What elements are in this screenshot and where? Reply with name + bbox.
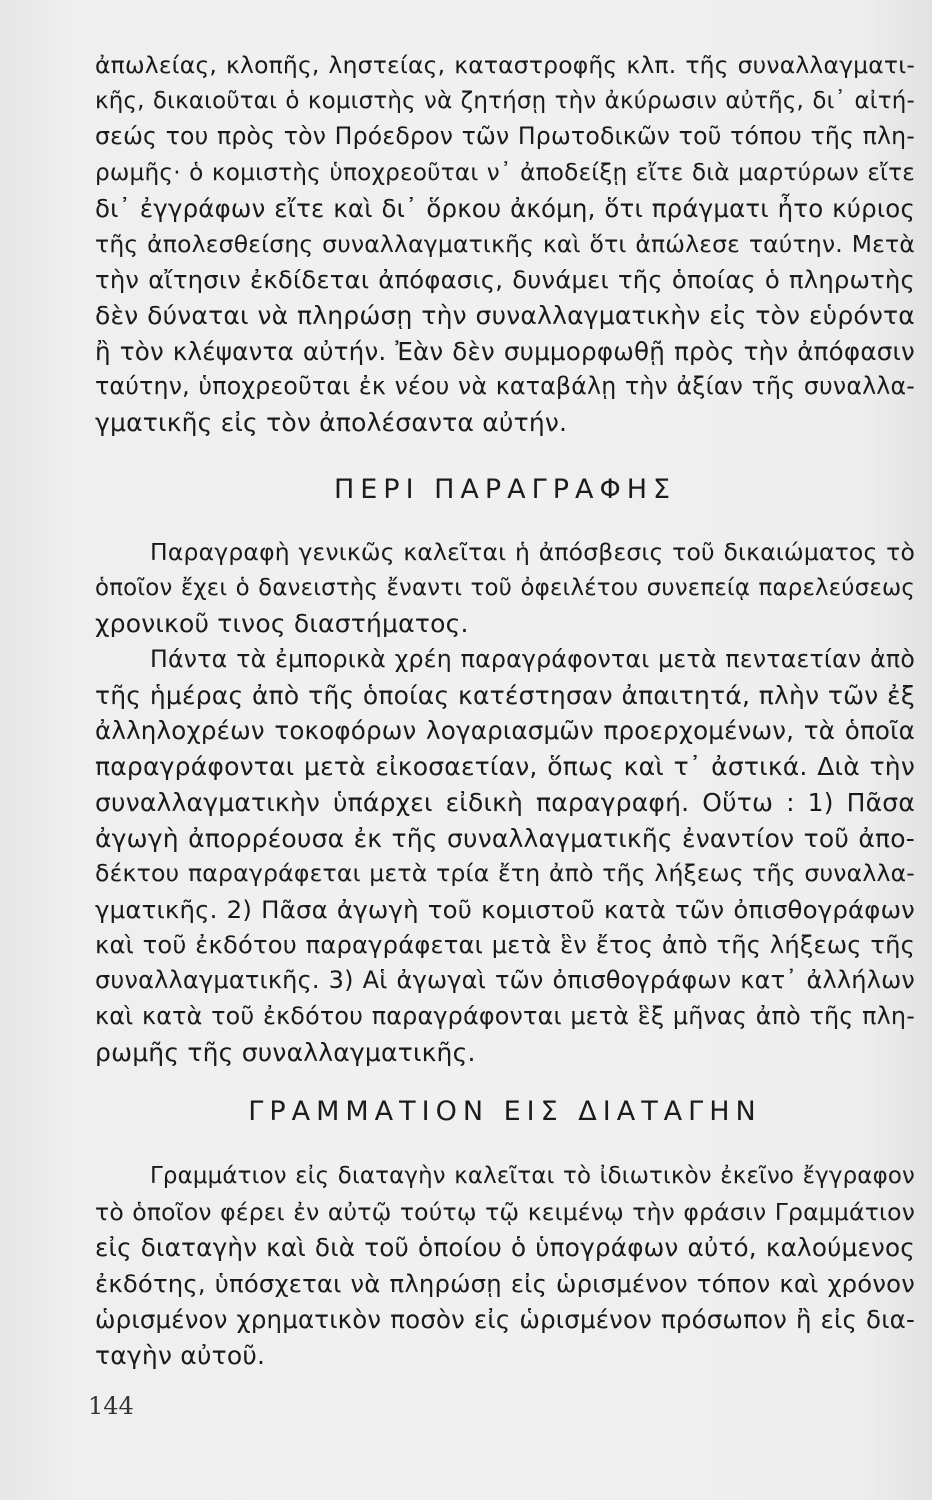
text-line: κῆς, δικαιοῦται ὁ κομιστὴς νὰ ζητήσῃ τὴν ἀκύρωσιν αὐτῆς, δι᾽ αἰτή- [95, 87, 915, 114]
text-line: ἀγωγὴ ἀπορρέουσα ἐκ τῆς συναλλαγματικῆς ἐναντίον τοῦ ἀπο- [95, 823, 915, 853]
text-line: εἰς διαταγὴν καὶ διὰ τοῦ ὁποίου ὁ ὑπογράφων αὐτό, καλούμενος [95, 1233, 915, 1263]
text-line: καὶ κατὰ τοῦ ἐκδότου παραγράφονται μετὰ ἓξ μῆνας ἀπὸ τῆς πλη- [95, 1002, 915, 1031]
promissory-paragraph-1 [95, 1159, 915, 1373]
prescription-paragraph-2 [95, 642, 915, 1070]
section-heading-prescription: ΠΕΡΙ ΠΑΡΑΓΡΑΦΗΣ [333, 474, 677, 505]
text-line: ὡρισμένον χρηματικὸν ποσὸν εἰς ὡρισμένον πρόσωπον ἢ εἰς δια- [95, 1304, 915, 1334]
page-number: 144 [88, 1392, 134, 1420]
text-line: ταγὴν αὐτοῦ. [95, 1340, 266, 1370]
text-line: συναλλαγματικὴν ὑπάρχει εἰδικὴ παραγραφή. Οὕτω : 1) Πᾶσα [95, 787, 915, 817]
text-line: ὁποῖον ἔχει ὁ δανειστὴς ἔναντι τοῦ ὀφειλέτου συνεπείᾳ παρελεύσεως [95, 574, 915, 601]
text-line: ἀπωλείας, κλοπῆς, ληστείας, καταστροφῆς κλπ. τῆς συναλλαγματι- [95, 51, 915, 79]
text-line: ἀλληλοχρέων τοκοφόρων λογαριασμῶν προερχομένων, τὰ ὁποῖα [95, 716, 915, 746]
text-line: καὶ τοῦ ἐκδότου παραγράφεται μετὰ ἓν ἔτος ἀπὸ τῆς λήξεως τῆς [95, 930, 915, 959]
text-line: δι᾽ ἐγγράφων εἴτε καὶ δι᾽ ὅρκου ἀκόμη, ὅτι πράγματι ἦτο κύριος [95, 193, 915, 223]
text-line: τὸ ὁποῖον φέρει ἐν αὐτῷ τούτῳ τῷ κειμένῳ τὴν φράσιν Γραμμάτιον [95, 1197, 915, 1226]
text-line: τῆς ἀπολεσθείσης συναλλαγματικῆς καὶ ὅτι ἀπώλεσε ταύτην. Μετὰ [95, 229, 915, 258]
text-line: γματικῆς εἰς τὸν ἀπολέσαντα αὐτήν. [95, 408, 568, 438]
text-line: δὲν δύναται νὰ πληρώσῃ τὴν συναλλαγματικὴν εἰς τὸν εὑρόντα [95, 300, 915, 330]
text-line: Γραμμάτιον εἰς διαταγὴν καλεῖται τὸ ἰδιωτικὸν ἐκεῖνο ἔγγραφον [150, 1163, 915, 1189]
section-heading-promissory: ΓΡΑΜΜΑΤΙΟΝ ΕΙΣ ΔΙΑΤΑΓΗΝ [248, 1096, 762, 1127]
prescription-paragraph-1 [95, 535, 915, 642]
text-line: Παραγραφὴ γενικῶς καλεῖται ἡ ἀπόσβεσις τοῦ δικαιώματος τὸ [150, 538, 915, 566]
text-line: ἐκδότης, ὑπόσχεται νὰ πληρώσῃ εἰς ὡρισμένον τόπον καὶ χρόνον [95, 1269, 915, 1299]
text-line: γματικῆς. 2) Πᾶσα ἀγωγὴ τοῦ κομιστοῦ κατὰ τῶν ὀπισθογράφων [95, 894, 915, 924]
text-line: ρωμῆς τῆς συναλλαγματικῆς. [95, 1037, 476, 1067]
text-line: ταύτην, ὑποχρεοῦται ἐκ νέου νὰ καταβάλῃ τὴν ἀξίαν τῆς συναλλα- [95, 372, 915, 401]
text-line: δέκτου παραγράφεται μετὰ τρία ἔτη ἀπὸ τῆς λήξεως τῆς συναλλα- [95, 859, 915, 888]
text-line: συναλλαγματικῆς. 3) Αἱ ἀγωγαὶ τῶν ὀπισθογράφων κατ᾽ ἀλλήλων [95, 966, 915, 995]
intro-paragraph [95, 48, 915, 441]
text-line: χρονικοῦ τινος διαστήματος. [95, 609, 469, 639]
text-line: Πάντα τὰ ἐμπορικὰ χρέη παραγράφονται μετὰ πενταετίαν ἀπὸ [150, 645, 915, 673]
text-line: τῆς ἡμέρας ἀπὸ τῆς ὁποίας κατέστησαν ἀπαιτητά, πλὴν τῶν ἐξ [95, 680, 915, 710]
text-line: παραγράφονται μετὰ εἰκοσαετίαν, ὅπως καὶ τ᾽ ἀστικά. Διὰ τὴν [95, 752, 915, 782]
text-line: σεώς του πρὸς τὸν Πρόεδρον τῶν Πρωτοδικῶν τοῦ τόπου τῆς πλη- [95, 122, 915, 151]
text-line: ἢ τὸν κλέψαντα αὐτήν. Ἐὰν δὲν συμμορφωθῇ πρὸς τὴν ἀπόφασιν [95, 336, 915, 366]
text-line: ρωμῆς· ὁ κομιστὴς ὑποχρεοῦται ν᾽ ἀποδείξῃ εἴτε διὰ μαρτύρων εἴτε [95, 159, 915, 187]
text-line: τὴν αἴτησιν ἐκδίδεται ἀπόφασις, δυνάμει τῆς ὁποίας ὁ πληρωτὴς [95, 265, 915, 295]
